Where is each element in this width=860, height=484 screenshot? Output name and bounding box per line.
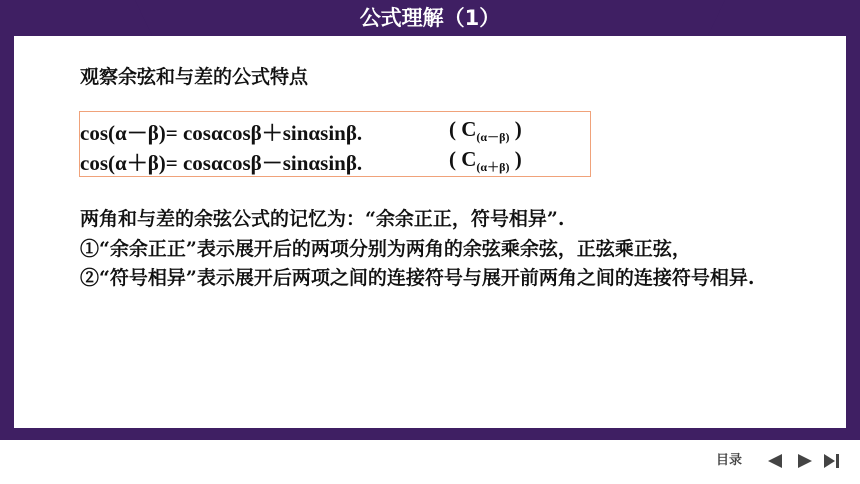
formula-cos-difference [80,117,522,147]
formula-tag-open: ( C [449,147,477,171]
next-button[interactable] [796,450,814,472]
formula-expression: cos(α＋β)= cosαcosβ－sinαsinβ. [80,151,363,175]
triangle-left-icon [766,453,784,469]
formula-tag-sub: (α＋β) [476,160,510,175]
skip-end-icon [823,453,841,469]
memory-rule: 两角和与差的余弦公式的记忆为：“余余正正，符号相异”. [80,208,565,230]
triangle-right-icon [796,453,814,469]
last-slide-button[interactable] [823,450,841,472]
formula-expression: cos(α－β)= cosαcosβ＋sinαsinβ. [80,121,363,145]
formula-tag [449,117,522,145]
point-two: ②“符号相异”表示展开后两项之间的连接符号与展开前两角之间的连接符号相异. [80,267,755,289]
formula-tag-sub: (α－β) [476,130,510,145]
formula-tag-open: ( C [449,117,477,141]
toc-link[interactable]: 目录 [716,453,743,468]
explanation-text [80,205,800,294]
point-one: ①“余余正正”表示展开后的两项分别为两角的余弦乘余弦，正弦乘正弦， [80,237,691,260]
formula-tag-close: ) [509,117,522,141]
formula-cos-sum [80,147,522,177]
formula-tag-close: ) [509,147,522,171]
previous-button[interactable] [766,450,784,472]
section-heading: 观察余弦和与差的公式特点 [80,66,309,88]
formula-tag [449,147,522,175]
slide-title: 公式理解（1） [359,6,501,30]
